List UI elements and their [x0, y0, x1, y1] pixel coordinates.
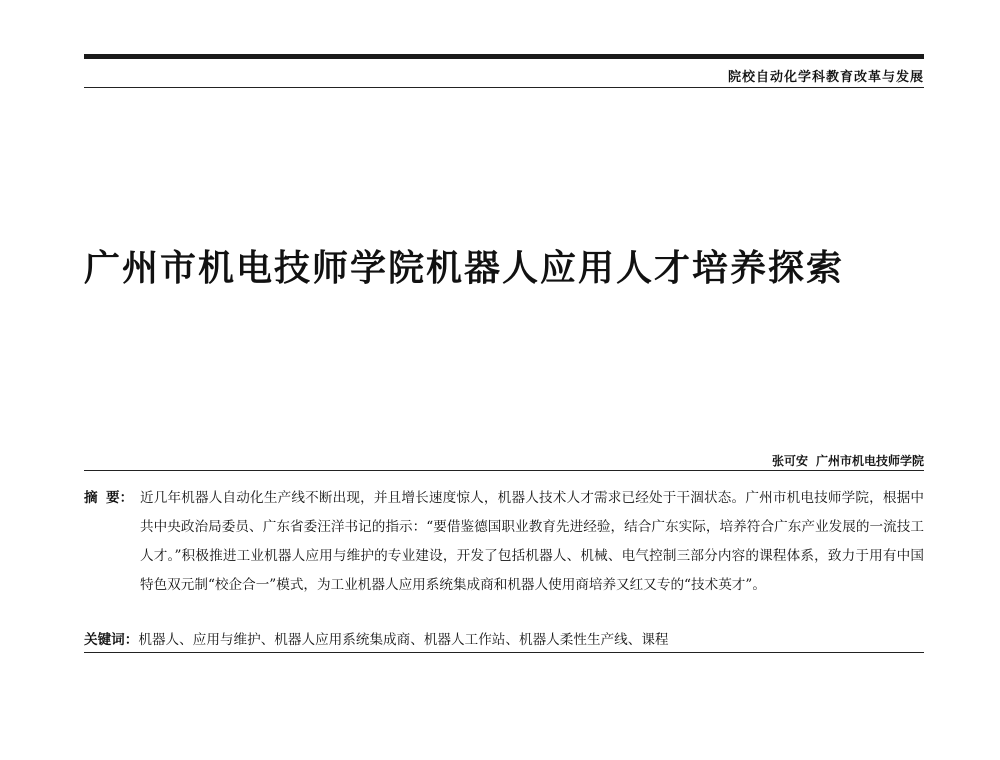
abstract-block [84, 484, 924, 600]
keywords-rule [84, 652, 924, 653]
author-rule [84, 470, 924, 471]
author-line [772, 452, 924, 469]
header-thin-rule [84, 87, 924, 88]
article-title: 广州市机电技师学院机器人应用人才培养探索 [84, 248, 845, 289]
keywords-label: 关键词： [84, 632, 139, 648]
keywords-line [84, 628, 924, 648]
header-thick-rule [84, 54, 924, 59]
keywords-text: 机器人、应用与维护、机器人应用系统集成商、机器人工作站、机器人柔性生产线、课程 [138, 632, 669, 648]
abstract-text: 近几年机器人自动化生产线不断出现，并且增长速度惊人，机器人技术人才需求已经处于干涸状态。广州市机电技师学院，根据中共中央政治局委员、广东省委汪洋书记的指示：“要借鉴德国职业教育先进经验，结合广东实际，培养符合广东产业发展的一流技工人才。”积极推进工业机器人应用与维护的专业建设，开发了包括机器人、机械、电气控制三部分内容的课程体系，致力于用有中国特色双元制“校企合一”模式，为工业机器人应用系统集成商和机器人使用商培养又红又专的“技术英才”。 [140, 490, 924, 593]
abstract-label: 摘 要： [84, 490, 134, 506]
author-name: 张可安 [771, 454, 808, 468]
author-affiliation: 广州市机电技师学院 [815, 454, 924, 468]
section-label: 院校自动化学科教育改革与发展 [727, 70, 924, 85]
